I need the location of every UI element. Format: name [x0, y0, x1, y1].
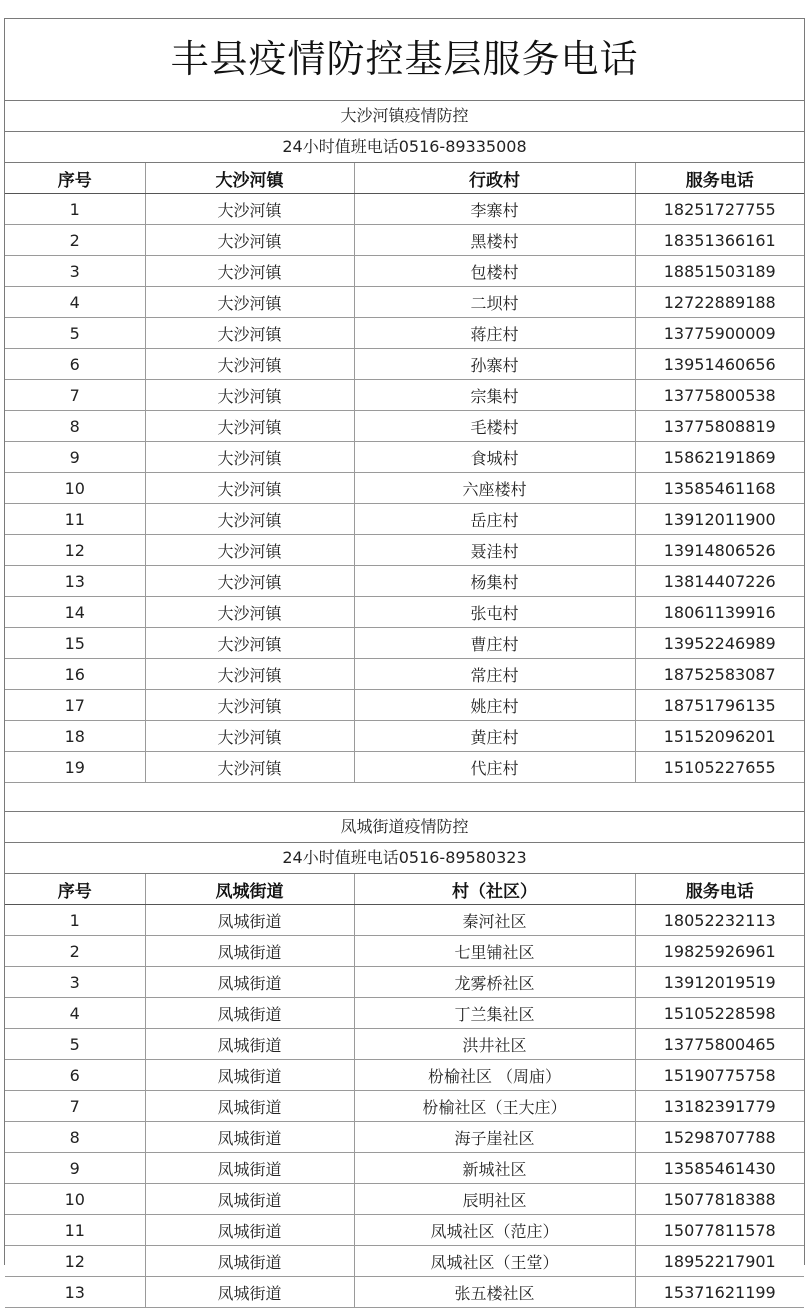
row-phone: 18752583087	[635, 659, 804, 690]
row-town: 大沙河镇	[145, 473, 354, 504]
row-index: 15	[5, 628, 145, 659]
row-village: 凤城社区（范庄）	[354, 1215, 635, 1246]
row-village: 岳庄村	[354, 504, 635, 535]
row-town: 大沙河镇	[145, 597, 354, 628]
row-town: 大沙河镇	[145, 225, 354, 256]
table-row	[5, 225, 804, 256]
row-index: 2	[5, 936, 145, 967]
row-town: 大沙河镇	[145, 752, 354, 783]
row-town: 大沙河镇	[145, 504, 354, 535]
table-row	[5, 504, 804, 535]
table-row	[5, 1091, 804, 1122]
row-index: 5	[5, 1029, 145, 1060]
table-row	[5, 659, 804, 690]
col-header-village: 村（社区）	[354, 874, 635, 905]
row-village: 黑楼村	[354, 225, 635, 256]
row-village: 常庄村	[354, 659, 635, 690]
table-row	[5, 752, 804, 783]
row-village: 杨集村	[354, 566, 635, 597]
table-row	[5, 194, 804, 225]
row-village: 张屯村	[354, 597, 635, 628]
table-row	[5, 318, 804, 349]
row-index: 17	[5, 690, 145, 721]
row-phone: 18351366161	[635, 225, 804, 256]
page-title: 丰县疫情防控基层服务电话	[5, 19, 804, 101]
table-row	[5, 998, 804, 1029]
row-village: 辰明社区	[354, 1184, 635, 1215]
row-phone: 13775808819	[635, 411, 804, 442]
row-index: 13	[5, 566, 145, 597]
row-phone: 15105228598	[635, 998, 804, 1029]
row-index: 3	[5, 256, 145, 287]
row-village: 毛楼村	[354, 411, 635, 442]
row-village: 黄庄村	[354, 721, 635, 752]
col-header-index: 序号	[5, 163, 145, 194]
row-village: 孙寨村	[354, 349, 635, 380]
row-town: 大沙河镇	[145, 721, 354, 752]
row-town: 大沙河镇	[145, 411, 354, 442]
row-index: 6	[5, 1060, 145, 1091]
table-row	[5, 1246, 804, 1277]
row-village: 枌榆社区 （周庙）	[354, 1060, 635, 1091]
row-town: 凤城街道	[145, 1122, 354, 1153]
row-village: 六座楼村	[354, 473, 635, 504]
row-town: 凤城街道	[145, 1277, 354, 1308]
row-village: 代庄村	[354, 752, 635, 783]
row-phone: 15152096201	[635, 721, 804, 752]
row-index: 1	[5, 194, 145, 225]
row-phone: 13814407226	[635, 566, 804, 597]
row-phone: 13951460656	[635, 349, 804, 380]
row-town: 凤城街道	[145, 1091, 354, 1122]
row-village: 聂洼村	[354, 535, 635, 566]
row-town: 凤城街道	[145, 1060, 354, 1091]
row-index: 8	[5, 1122, 145, 1153]
row-town: 大沙河镇	[145, 287, 354, 318]
section-divider	[5, 783, 804, 812]
row-index: 11	[5, 504, 145, 535]
table-row	[5, 690, 804, 721]
table-row	[5, 473, 804, 504]
row-index: 10	[5, 1184, 145, 1215]
row-village: 姚庄村	[354, 690, 635, 721]
table-row	[5, 721, 804, 752]
row-town: 凤城街道	[145, 967, 354, 998]
row-phone: 13775800465	[635, 1029, 804, 1060]
row-phone: 18052232113	[635, 905, 804, 936]
row-phone: 15105227655	[635, 752, 804, 783]
row-index: 9	[5, 1153, 145, 1184]
row-phone: 13182391779	[635, 1091, 804, 1122]
row-phone: 15190775758	[635, 1060, 804, 1091]
row-town: 凤城街道	[145, 1246, 354, 1277]
row-index: 8	[5, 411, 145, 442]
row-village: 七里铺社区	[354, 936, 635, 967]
row-phone: 15862191869	[635, 442, 804, 473]
table-row	[5, 1215, 804, 1246]
row-village: 洪井社区	[354, 1029, 635, 1060]
row-index: 12	[5, 1246, 145, 1277]
row-town: 凤城街道	[145, 1215, 354, 1246]
row-phone: 13952246989	[635, 628, 804, 659]
directory-table	[5, 163, 804, 783]
row-phone: 15077818388	[635, 1184, 804, 1215]
table-row	[5, 1029, 804, 1060]
section-hotline: 24小时值班电话0516-89580323	[5, 843, 804, 874]
table-row	[5, 349, 804, 380]
row-index: 7	[5, 380, 145, 411]
row-index: 4	[5, 998, 145, 1029]
row-town: 大沙河镇	[145, 659, 354, 690]
row-index: 18	[5, 721, 145, 752]
row-phone: 19825926961	[635, 936, 804, 967]
row-town: 大沙河镇	[145, 349, 354, 380]
row-phone: 13585461168	[635, 473, 804, 504]
row-town: 大沙河镇	[145, 628, 354, 659]
row-town: 大沙河镇	[145, 194, 354, 225]
table-row	[5, 535, 804, 566]
row-town: 大沙河镇	[145, 690, 354, 721]
table-row	[5, 628, 804, 659]
row-town: 凤城街道	[145, 1029, 354, 1060]
table-header-row	[5, 163, 804, 194]
row-village: 包楼村	[354, 256, 635, 287]
row-phone: 15371621199	[635, 1277, 804, 1308]
row-village: 枌榆社区（王大庄）	[354, 1091, 635, 1122]
row-village: 张五楼社区	[354, 1277, 635, 1308]
table-row	[5, 1184, 804, 1215]
table-row	[5, 287, 804, 318]
row-phone: 13914806526	[635, 535, 804, 566]
row-phone: 15298707788	[635, 1122, 804, 1153]
row-village: 龙雾桥社区	[354, 967, 635, 998]
row-town: 大沙河镇	[145, 535, 354, 566]
row-town: 凤城街道	[145, 1153, 354, 1184]
row-town: 大沙河镇	[145, 380, 354, 411]
section-name: 凤城街道疫情防控	[5, 812, 804, 843]
row-phone: 15077811578	[635, 1215, 804, 1246]
row-index: 6	[5, 349, 145, 380]
row-index: 7	[5, 1091, 145, 1122]
row-index: 1	[5, 905, 145, 936]
table-row	[5, 905, 804, 936]
row-phone: 13912011900	[635, 504, 804, 535]
row-village: 曹庄村	[354, 628, 635, 659]
row-village: 丁兰集社区	[354, 998, 635, 1029]
row-index: 5	[5, 318, 145, 349]
table-row	[5, 936, 804, 967]
row-phone: 18952217901	[635, 1246, 804, 1277]
row-town: 凤城街道	[145, 936, 354, 967]
row-village: 海子崖社区	[354, 1122, 635, 1153]
col-header-index: 序号	[5, 874, 145, 905]
row-village: 秦河社区	[354, 905, 635, 936]
row-index: 16	[5, 659, 145, 690]
table-row	[5, 967, 804, 998]
row-phone: 13775800538	[635, 380, 804, 411]
row-phone: 12722889188	[635, 287, 804, 318]
directory-table	[5, 874, 804, 1308]
table-row	[5, 1122, 804, 1153]
row-phone: 18061139916	[635, 597, 804, 628]
row-town: 大沙河镇	[145, 256, 354, 287]
phone-directory-sheet	[4, 18, 805, 1303]
row-phone: 13912019519	[635, 967, 804, 998]
row-village: 新城社区	[354, 1153, 635, 1184]
col-header-phone: 服务电话	[635, 874, 804, 905]
row-town: 凤城街道	[145, 1184, 354, 1215]
row-phone: 18251727755	[635, 194, 804, 225]
row-index: 19	[5, 752, 145, 783]
section-name: 大沙河镇疫情防控	[5, 101, 804, 132]
row-village: 李寨村	[354, 194, 635, 225]
row-village: 宗集村	[354, 380, 635, 411]
row-index: 11	[5, 1215, 145, 1246]
table-row	[5, 380, 804, 411]
row-town: 凤城街道	[145, 998, 354, 1029]
col-header-village: 行政村	[354, 163, 635, 194]
row-village: 蒋庄村	[354, 318, 635, 349]
row-village: 凤城社区（王堂）	[354, 1246, 635, 1277]
row-index: 14	[5, 597, 145, 628]
row-index: 9	[5, 442, 145, 473]
section-hotline: 24小时值班电话0516-89335008	[5, 132, 804, 163]
row-index: 3	[5, 967, 145, 998]
row-phone: 18751796135	[635, 690, 804, 721]
table-row	[5, 597, 804, 628]
row-index: 2	[5, 225, 145, 256]
table-row	[5, 566, 804, 597]
row-index: 4	[5, 287, 145, 318]
col-header-town: 大沙河镇	[145, 163, 354, 194]
table-row	[5, 256, 804, 287]
row-index: 13	[5, 1277, 145, 1308]
table-row	[5, 1153, 804, 1184]
row-phone: 18851503189	[635, 256, 804, 287]
table-header-row	[5, 874, 804, 905]
row-village: 二坝村	[354, 287, 635, 318]
row-town: 大沙河镇	[145, 566, 354, 597]
row-phone: 13775900009	[635, 318, 804, 349]
row-index: 10	[5, 473, 145, 504]
row-index: 12	[5, 535, 145, 566]
table-row	[5, 1060, 804, 1091]
row-town: 大沙河镇	[145, 318, 354, 349]
table-row	[5, 411, 804, 442]
table-row	[5, 1277, 804, 1308]
row-town: 大沙河镇	[145, 442, 354, 473]
row-phone: 13585461430	[635, 1153, 804, 1184]
row-village: 食城村	[354, 442, 635, 473]
col-header-town: 凤城街道	[145, 874, 354, 905]
row-town: 凤城街道	[145, 905, 354, 936]
table-row	[5, 442, 804, 473]
col-header-phone: 服务电话	[635, 163, 804, 194]
